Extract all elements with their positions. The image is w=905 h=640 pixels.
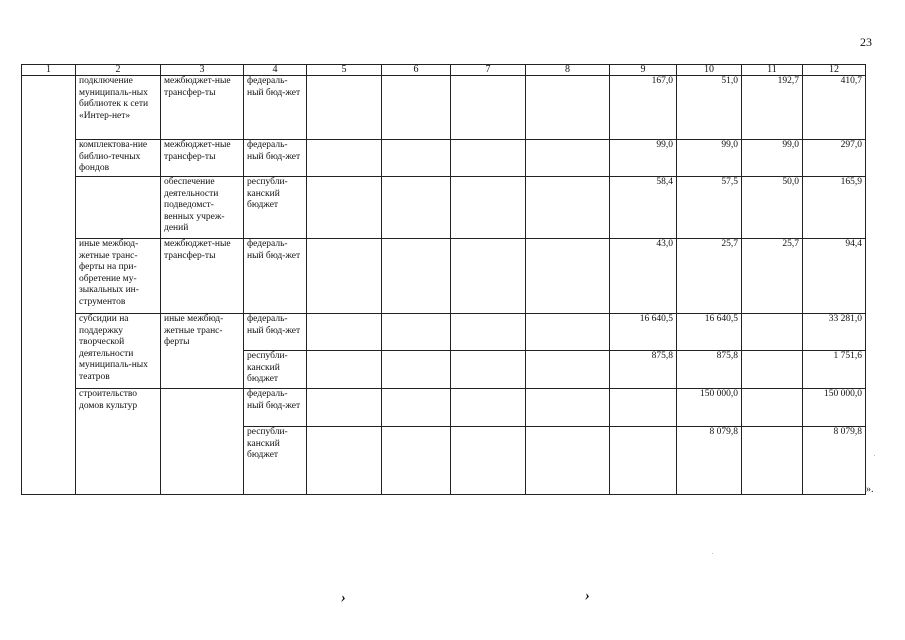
value-cell: 192,7 — [742, 76, 803, 140]
transfer-type-cell: межбюджет-ные трансфер-ты — [161, 140, 244, 177]
value-cell: 94,4 — [803, 239, 866, 314]
empty-cell — [382, 314, 451, 351]
table-row — [22, 239, 866, 314]
column-header: 8 — [526, 65, 610, 76]
empty-cell — [382, 389, 451, 427]
empty-cell — [307, 177, 382, 239]
value-cell: 875,8 — [610, 351, 677, 389]
empty-cell — [307, 140, 382, 177]
empty-cell — [382, 76, 451, 140]
value-cell: 410,7 — [803, 76, 866, 140]
empty-cell — [307, 427, 382, 495]
value-cell: 875,8 — [677, 351, 742, 389]
activity-cell: подключение муниципаль-ных библиотек к сети «Интер-нет» — [76, 76, 161, 140]
empty-cell — [526, 140, 610, 177]
value-cell: 43,0 — [610, 239, 677, 314]
value-cell: 167,0 — [610, 76, 677, 140]
activity-cell: иные межбюд-жетные транс-ферты на при-обретение му-зыкальных ин-струментов — [76, 239, 161, 314]
transfer-type-cell: межбюджет-ные трансфер-ты — [161, 76, 244, 140]
empty-cell — [451, 427, 526, 495]
table-row — [22, 314, 866, 351]
budget-source-cell: республи-канский бюджет — [244, 177, 307, 239]
value-cell — [742, 351, 803, 389]
empty-cell — [526, 177, 610, 239]
column-header: 7 — [451, 65, 526, 76]
column-header: 3 — [161, 65, 244, 76]
empty-cell — [382, 177, 451, 239]
scan-dot — [712, 553, 713, 554]
column-header: 2 — [76, 65, 161, 76]
empty-cell — [526, 351, 610, 389]
column-header: 4 — [244, 65, 307, 76]
transfer-type-cell: иные межбюд-жетные транс-ферты — [161, 314, 244, 389]
column-header: 10 — [677, 65, 742, 76]
column-header: 11 — [742, 65, 803, 76]
empty-cell — [526, 76, 610, 140]
column-header: 1 — [22, 65, 76, 76]
activity-cell: субсидии на поддержку творческой деятельности муниципаль-ных театров — [76, 314, 161, 389]
value-cell: 1 751,6 — [803, 351, 866, 389]
column-number-row — [22, 65, 866, 76]
value-cell: 25,7 — [742, 239, 803, 314]
budget-source-cell: федераль-ный бюд-жет — [244, 140, 307, 177]
transfer-type-cell: межбюджет-ные трансфер-ты — [161, 239, 244, 314]
column-header: 12 — [803, 65, 866, 76]
table-row — [22, 177, 866, 239]
empty-cell — [451, 314, 526, 351]
value-cell — [742, 427, 803, 495]
empty-cell — [76, 177, 161, 239]
empty-cell — [307, 389, 382, 427]
value-cell: 297,0 — [803, 140, 866, 177]
value-cell: 8 079,8 — [803, 427, 866, 495]
scan-mark: › — [585, 588, 590, 604]
empty-cell — [451, 177, 526, 239]
empty-cell — [382, 239, 451, 314]
value-cell: 150 000,0 — [677, 389, 742, 427]
empty-cell — [526, 239, 610, 314]
transfer-type-cell: обеспечение деятельности подведомст-венных учреж-дений — [161, 177, 244, 239]
empty-cell — [307, 239, 382, 314]
empty-cell — [451, 140, 526, 177]
value-cell — [742, 389, 803, 427]
value-cell: 150 000,0 — [803, 389, 866, 427]
empty-cell — [307, 314, 382, 351]
table-row — [22, 389, 866, 427]
budget-source-cell: федераль-ный бюд-жет — [244, 239, 307, 314]
value-cell: 165,9 — [803, 177, 866, 239]
budget-source-cell: республи-канский бюджет — [244, 351, 307, 389]
empty-cell — [382, 427, 451, 495]
empty-cell — [526, 314, 610, 351]
table-row — [22, 76, 866, 140]
value-cell: 58,4 — [610, 177, 677, 239]
empty-cell — [451, 351, 526, 389]
column-header: 9 — [610, 65, 677, 76]
empty-cell — [161, 389, 244, 495]
scan-dot — [874, 455, 875, 456]
value-cell: 50,0 — [742, 177, 803, 239]
empty-cell — [526, 427, 610, 495]
empty-cell — [307, 351, 382, 389]
empty-cell — [451, 76, 526, 140]
column-header: 6 — [382, 65, 451, 76]
budget-source-cell: федераль-ный бюд-жет — [244, 76, 307, 140]
scan-mark: › — [341, 590, 346, 606]
table-row — [22, 140, 866, 177]
empty-cell — [382, 140, 451, 177]
value-cell: 57,5 — [677, 177, 742, 239]
column-header: 5 — [307, 65, 382, 76]
empty-cell — [22, 76, 76, 495]
value-cell: 51,0 — [677, 76, 742, 140]
value-cell: 25,7 — [677, 239, 742, 314]
value-cell — [742, 314, 803, 351]
page-number: 23 — [860, 35, 872, 49]
budget-source-cell: республи-канский бюджет — [244, 427, 307, 495]
empty-cell — [382, 351, 451, 389]
empty-cell — [451, 389, 526, 427]
value-cell: 99,0 — [610, 140, 677, 177]
value-cell: 33 281,0 — [803, 314, 866, 351]
value-cell: 16 640,5 — [677, 314, 742, 351]
empty-cell — [451, 239, 526, 314]
budget-table — [21, 64, 866, 495]
budget-source-cell: федераль-ный бюд-жет — [244, 314, 307, 351]
closing-quote: ». — [866, 484, 874, 495]
empty-cell — [307, 76, 382, 140]
value-cell: 16 640,5 — [610, 314, 677, 351]
budget-source-cell: федераль-ный бюд-жет — [244, 389, 307, 427]
value-cell: 8 079,8 — [677, 427, 742, 495]
value-cell: 99,0 — [677, 140, 742, 177]
value-cell — [610, 389, 677, 427]
value-cell: 99,0 — [742, 140, 803, 177]
empty-cell — [526, 389, 610, 427]
activity-cell: строительство домов культур — [76, 389, 161, 495]
value-cell — [610, 427, 677, 495]
activity-cell: комплектова-ние библио-течных фондов — [76, 140, 161, 177]
